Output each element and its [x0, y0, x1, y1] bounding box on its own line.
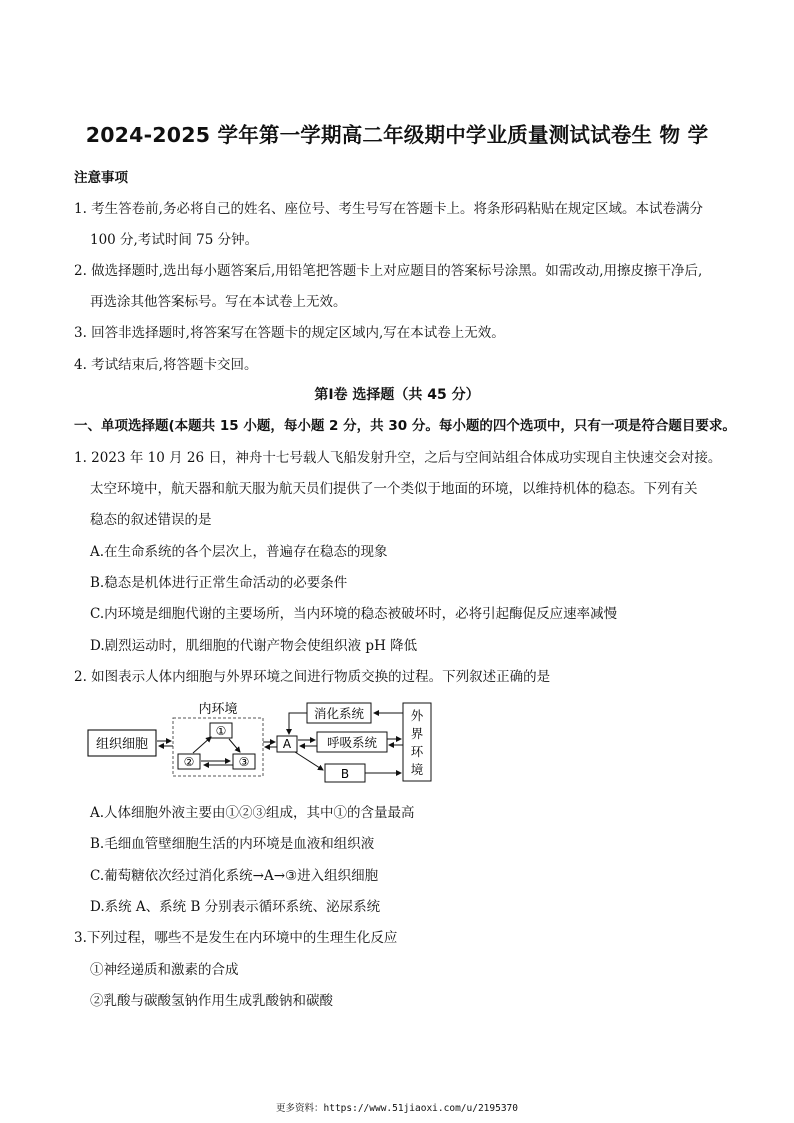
notice-heading: 注意事项: [74, 170, 128, 186]
notice-item-2-line-1: 2. 做选择题时,选出每小题答案后,用铅笔把答题卡上对应题目的答案标号涂黑。如需改动,用擦皮擦干净后,: [74, 263, 703, 279]
section-title: 第Ⅰ卷 选择题（共 45 分）: [314, 387, 480, 403]
q2-option-a: A.人体细胞外液主要由①②③组成，其中①的含量最高: [90, 805, 415, 821]
q2-option-d: D.系统 A、系统 B 分别表示循环系统、泌尿系统: [90, 899, 381, 915]
q1-option-d: D.剧烈运动时，肌细胞的代谢产物会使组织液 pH 降低: [90, 638, 418, 654]
q3-stem: 3.下列过程，哪些不是发生在内环境中的生理生化反应: [74, 930, 398, 946]
q2-option-b: B.毛细血管壁细胞生活的内环境是血液和组织液: [90, 836, 375, 852]
section-instruction: 一、单项选择题(本题共 15 小题，每小题 2 分，共 30 分。每小题的四个选项中，只有一项是符合题目要求。: [74, 418, 736, 434]
q1-option-b: B.稳态是机体进行正常生命活动的必要条件: [90, 575, 348, 591]
q1-stem-line-1: 1. 2023 年 10 月 26 日，神舟十七号载人飞船发射升空，之后与空间站组合体成功实现自主快速交会对接。: [74, 450, 722, 466]
internal-environment-label: 内环境: [198, 702, 238, 717]
tissue-cell-label: 组织细胞: [95, 737, 149, 752]
node-2-label: ②: [183, 755, 195, 769]
arrow-2-to-1: [193, 737, 211, 753]
page-title: 2024-2025 学年第一学期高二年级期中学业质量测试试卷生 物 学: [85, 123, 709, 147]
q1-stem-line-3: 稳态的叙述错误的是: [90, 512, 212, 528]
q1-option-a: A.在生命系统的各个层次上，普遍存在稳态的现象: [90, 544, 388, 560]
notice-item-2-line-2: 再选涂其他答案标号。写在本试卷上无效。: [90, 294, 347, 310]
external-char-2: 界: [410, 726, 424, 741]
q3-item-2: ②乳酸与碳酸氢钠作用生成乳酸钠和碳酸: [90, 993, 333, 1009]
q3-item-1: ①神经递质和激素的合成: [90, 962, 239, 978]
external-char-1: 外: [410, 708, 424, 723]
exchange-diagram: [85, 696, 445, 788]
q1-option-c: C.内环境是细胞代谢的主要场所，当内环境的稳态被破坏时，必将引起酶促反应速率减慢: [90, 606, 618, 622]
external-char-4: 境: [410, 762, 424, 777]
notice-item-3: 3. 回答非选择题时,将答案写在答题卡的规定区域内,写在本试卷上无效。: [74, 325, 505, 341]
arrow-digestive-to-a: [289, 713, 307, 734]
digestive-system-label: 消化系统: [313, 706, 365, 721]
footer-link[interactable]: 更多资料：https://www.51jiaoxi.com/u/2195370: [276, 1103, 518, 1114]
node-1-label: ①: [215, 724, 227, 738]
q2-stem: 2. 如图表示人体内细胞与外界环境之间进行物质交换的过程。下列叙述正确的是: [74, 669, 551, 685]
node-3-label: ③: [238, 755, 250, 769]
arrow-a-to-b: [295, 752, 323, 770]
respiratory-system-label: 呼吸系统: [326, 735, 378, 750]
external-char-3: 环: [410, 744, 424, 759]
notice-item-4: 4. 考试结束后,将答题卡交回。: [74, 357, 258, 373]
q2-option-c: C.葡萄糖依次经过消化系统→A→③进入组织细胞: [90, 868, 379, 884]
q1-stem-line-2: 太空环境中，航天器和航天服为航天员们提供了一个类似于地面的环境，以维持机体的稳态。下列有关: [90, 481, 698, 497]
notice-item-1-line-1: 1. 考生答卷前,务必将自己的姓名、座位号、考生号写在答题卡上。将条形码粘贴在规定区域。本试卷满分: [74, 201, 703, 217]
arrow-1-to-3: [229, 739, 240, 752]
system-b-label: B: [340, 767, 350, 781]
system-a-label: A: [282, 737, 292, 751]
notice-item-1-line-2: 100 分,考试时间 75 分钟。: [90, 232, 259, 248]
